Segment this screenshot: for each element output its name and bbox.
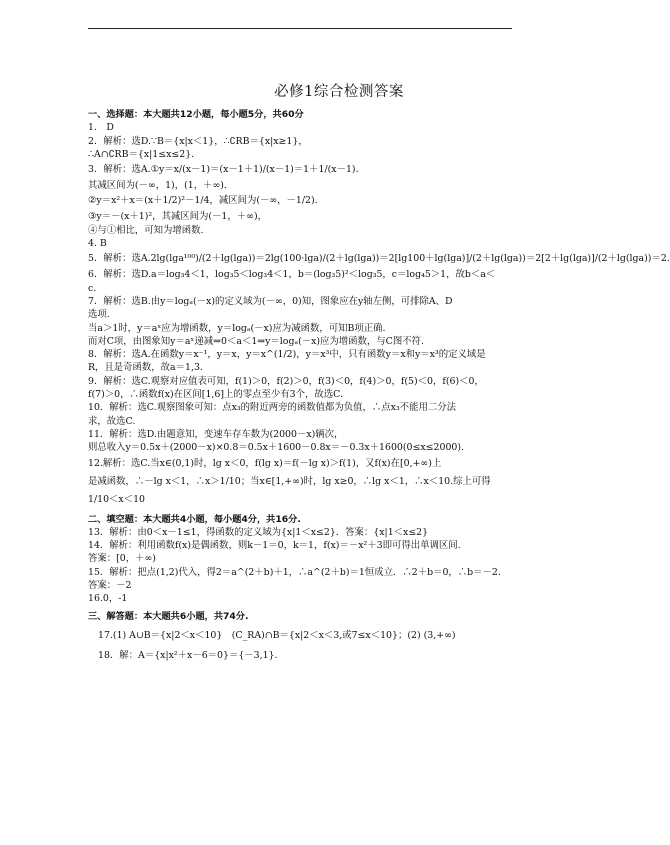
answer-line: 5．解析：选A.2lg(lga¹⁰⁰)/(2＋lg(lga))＝2lg(100·lga)/(2＋lg(lga))＝2[lg100＋lg(lga)]/(2＋lg(lga))＝2[2＋lg(lga)]/(2＋lg(lga))＝2. bbox=[88, 253, 670, 265]
answer-line: 15．解析：把点(1,2)代入，得2＝a^(2＋b)＋1，∴a^(2＋b)＝1恒成立．∴2＋b＝0，∴b＝－2. bbox=[88, 566, 501, 578]
answer-line: 1/10＜x＜10 bbox=[88, 493, 146, 505]
answer-line: ④与①相比，可知为增函数. bbox=[88, 224, 204, 236]
header-rule bbox=[88, 28, 512, 29]
answer-line: 选项. bbox=[88, 309, 110, 321]
answer-line: 答案：－2 bbox=[88, 580, 132, 592]
answer-body bbox=[88, 108, 670, 662]
answer-line: ③y＝－(x＋1)²，其减区间为(－1，＋∞)， bbox=[88, 211, 267, 223]
section-heading: 三、解答题：本大题共6小题，共74分. bbox=[88, 610, 249, 622]
answer-line: 其减区间为(－∞，1)，(1，＋∞). bbox=[88, 180, 227, 192]
answer-line: 3．解析：选A.①y＝x/(x－1)＝(x－1＋1)/(x－1)＝1＋1/(x－1). bbox=[88, 164, 359, 176]
answer-line: ∴A∩∁RB＝{x|1≤x≤2}. bbox=[88, 148, 195, 160]
answer-line: R，且是奇函数，故a＝1,3. bbox=[88, 362, 203, 374]
answer-line: 13．解析：由0＜x－1≤1，得函数的定义域为{x|1＜x≤2}．答案：{x|1＜x≤2} bbox=[88, 526, 429, 538]
answer-line: 答案：[0，＋∞) bbox=[88, 553, 156, 565]
answer-line: 1. D bbox=[88, 122, 114, 134]
answer-line: 18．解：A＝{x|x²＋x－6＝0}＝{－3,1}. bbox=[98, 649, 278, 661]
answer-line: 当a＞1时，y＝aˣ应为增函数，y＝logₐ(－x)应为减函数，可知B项正确. bbox=[88, 322, 386, 334]
answer-line: 14．解析：利用函数f(x)是偶函数，则k－1＝0，k＝1，f(x)＝－x²＋3即可得出单调区间. bbox=[88, 540, 461, 552]
answer-line: 则总收入y＝0.5x＋(2000－x)×0.8＝0.5x＋1600－0.8x＝－0.3x＋1600(0≤x≤2000). bbox=[88, 442, 465, 454]
section-heading: 一、选择题：本大题共12小题，每小题5分，共60分 bbox=[88, 109, 304, 120]
answer-line: ②y＝x²＋x＝(x＋1/2)²－1/4，减区间为(－∞，－1/2). bbox=[88, 195, 318, 207]
answer-line: 是减函数，∴－lg x＜1，∴x＞1/10；当x∈[1,+∞)时，lg x≥0，∴lg x＜1，∴x＜10.综上可得 bbox=[88, 475, 491, 487]
section-heading: 二、填空题：本大题共4小题，每小题4分，共16分. bbox=[88, 513, 301, 525]
answer-line: 10．解析：选C.观察图象可知：点x₃的附近两旁的函数值都为负值，∴点x₃不能用二分法 bbox=[88, 402, 456, 414]
answer-line: f(7)＞0，∴函数f(x)在区间[1,6]上的零点至少有3个，故选C. bbox=[88, 389, 343, 401]
answer-line: 12.解析：选C.当x∈(0,1)时，lg x＜0，f(lg x)＝f(－lg x)＞f(1)，又f(x)在[0,+∞)上 bbox=[88, 457, 442, 469]
answer-line: 8．解析：选A.在函数y＝x⁻¹，y＝x，y＝x^(1/2)，y＝x³中，只有函数y＝x和y＝x³的定义域是 bbox=[88, 349, 486, 361]
answer-line: 16.0，-1 bbox=[88, 593, 128, 605]
answer-line: 6．解析：选D.a＝log₃4＜1，log₃5＜log₃4＜1，b＝(log₃5)²＜log₃5，c＝log₄5＞1，故b＜a＜ bbox=[88, 269, 496, 281]
answer-line: c. bbox=[88, 282, 97, 294]
answer-line: 2．解析：选D.∵B＝{x|x＜1}，∴∁RB＝{x|x≥1}， bbox=[88, 135, 308, 147]
answer-line: 求，故选C. bbox=[88, 415, 136, 427]
answer-line: 11．解析：选D.由题意知，变速车存车数为(2000－x)辆次， bbox=[88, 428, 344, 440]
page-title: 必修1综合检测答案 bbox=[274, 84, 404, 100]
answer-line: 7．解析：选B.由y＝logₐ(－x)的定义域为(－∞，0)知，图象应在y轴左侧，可排除A、D bbox=[88, 295, 453, 307]
answer-line: 4. B bbox=[88, 238, 107, 250]
answer-line: 而对C项，由图象知y＝aˣ递减⇒0＜a＜1⇒y＝logₐ(－x)应为增函数，与C图不符. bbox=[88, 335, 424, 347]
answer-line: 17.(1) A∪B＝{x|2＜x＜10} (C_RA)∩B＝{x|2＜x＜3,或7≤x＜10}；(2) (3,+∞) bbox=[98, 629, 456, 641]
answer-line: 9．解析：选C.观察对应值表可知，f(1)＞0，f(2)＞0，f(3)＜0，f(4)＞0，f(5)＜0，f(6)＜0， bbox=[88, 375, 484, 387]
